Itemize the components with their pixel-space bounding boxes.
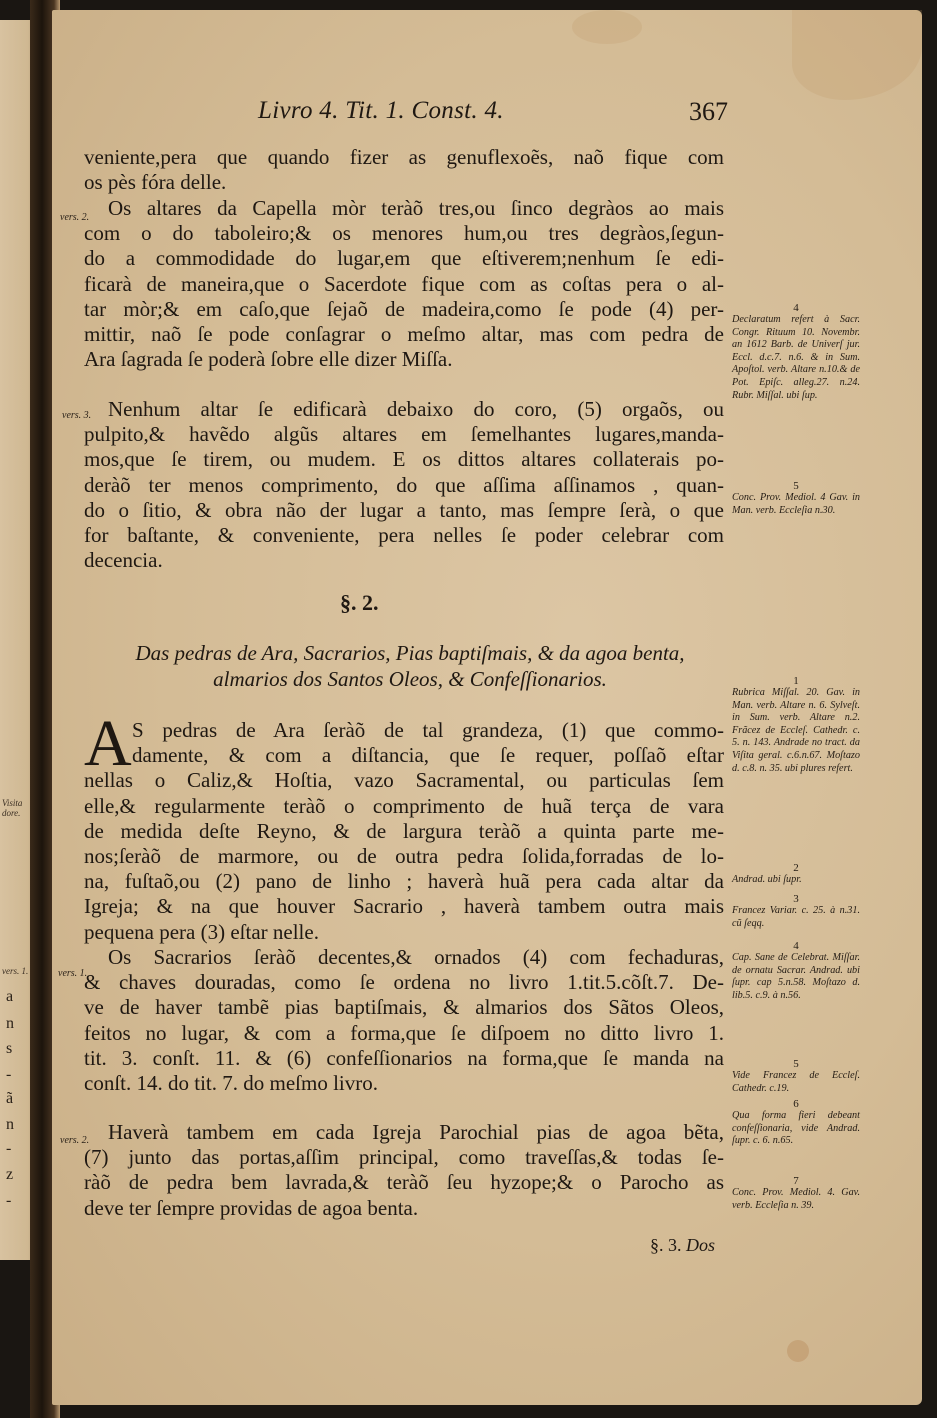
prev-line-ending: -: [6, 1192, 12, 1209]
note-text: Vide Francez de Eccleſ. Cathedr. c.19.: [732, 1070, 860, 1094]
text-line: nos;ſeràõ de marmore, ou de outra pedra ſolida,forradas de lo-: [84, 844, 724, 869]
catchword: [650, 1235, 715, 1256]
paragraph-verse-3: [84, 397, 724, 573]
text-line: nellas o Caliz,& Hoſtia, vazo Sacramental, ou particulas ſem: [84, 768, 724, 793]
text-line: do a commodidade do lugar,em que eſtiverem;nenhum ſe edi-: [84, 246, 724, 271]
prev-line-ending: s: [6, 1040, 13, 1057]
paragraph-verse-2: [84, 196, 724, 372]
margin-note: [732, 893, 860, 930]
text-line: tar mòr;& em caſo,que ſejaõ de madeira,como ſe pode (4) per-: [84, 296, 724, 321]
text-line: mos,que ſe tirem, ou mudem. E os dittos altares collaterais po-: [84, 447, 724, 472]
note-number: 2: [793, 862, 799, 874]
text-line: deve ter ſempre providas de agoa benta.: [84, 1195, 419, 1220]
paragraph-continued: [84, 145, 724, 195]
text-line: tit. 3. conſt. 11. & (6) confeſſionarios na forma,que ſe manda na: [84, 1045, 724, 1070]
section-title-line: Das pedras de Ara, Sacrarios, Pias baptiſmais, & da agoa benta,: [135, 641, 685, 665]
text-line: os pès fóra delle.: [84, 170, 227, 195]
prev-line-ending: a: [6, 988, 14, 1005]
text-line: veniente,pera que quando fizer as genuflexoẽs, naõ fique com: [84, 145, 724, 169]
prev-line-ending: ã: [6, 1090, 14, 1107]
note-text: Andrad. ubi ſupr.: [732, 874, 802, 885]
margin-note: [732, 480, 860, 517]
note-text: Conc. Prov. Mediol. 4 Gav. in Man. verb. Eccleſia n.30.: [732, 492, 860, 516]
text-line: de medida deſte Reyno, & de largura teràõ a quinta parte me-: [84, 818, 724, 843]
verse-mark: vers. 1.: [58, 968, 88, 979]
text-line: Os altares da Capella mòr teràõ tres,ou ſinco degràos ao mais: [108, 196, 724, 220]
margin-note: [732, 940, 860, 1002]
note-number: 1: [793, 675, 799, 687]
prev-page-verse-mark: vers. 1.: [2, 966, 29, 976]
catchword-section-mark: §. 3.: [650, 1235, 682, 1255]
margin-note: [732, 1058, 860, 1095]
prev-line-ending: z: [6, 1166, 14, 1183]
section-title-line: almarios dos Santos Oleos, & Confeſſionarios.: [213, 667, 607, 691]
note-number: 4: [793, 302, 799, 314]
text-line: ràõ de pedra bem lavrada,& teràõ ſeu hyzope;& o Parocho as: [84, 1170, 724, 1195]
text-line: Ara ſagrada ſe poderà ſobre elle dizer Miſſa.: [84, 347, 453, 372]
note-text: Conc. Prov. Mediol. 4. Gav. verb. Eccleſia n. 39.: [732, 1187, 860, 1211]
margin-note: [732, 302, 860, 402]
drop-cap: A: [84, 707, 132, 780]
text-line: do o ſitio, & obra não der lugar a tanto, mas ſempre ſerà, o que: [84, 497, 724, 522]
margin-note: [732, 1175, 860, 1212]
text-line: decencia.: [84, 548, 163, 573]
text-line: S pedras de Ara ſeràõ de tal grandeza, (1) que commo-: [132, 718, 724, 742]
text-line: conſt. 14. do tit. 7. do meſmo livro.: [84, 1071, 378, 1096]
note-number: 3: [793, 893, 799, 905]
text-line: com o do taboleiro;& os menores hum,ou tres degràos,ſegun-: [84, 221, 724, 246]
running-header: [258, 97, 728, 137]
verse-mark: vers. 2.: [60, 212, 90, 223]
prev-line-ending: -: [6, 1066, 12, 1083]
note-text: Declaratum refert à Sacr. Congr. Rituum 10. Novembr. an 1612 Barb. de Univerſ jur. Eccl. d.c.7. n.6. & in Sum. Apoſtol. verb. Altare n.10.& de Pot. Epiſc. alleg.27. n.24. Rubr. Miſſal. ubi ſup.: [732, 314, 860, 401]
prev-page-margin-note: [2, 798, 22, 818]
note-number: 5: [793, 1058, 799, 1070]
text-line: & chaves douradas, como ſe ordena no livro 1.tit.5.cõſt.7. De-: [84, 970, 724, 995]
ink-spot: [787, 1340, 809, 1362]
text-line: ficarà de maneira,que o Sacerdote fique com as coſtas pera o al-: [84, 271, 724, 296]
text-line: ve de haver tambẽ pias baptiſmais, & almarios dos Sãtos Oleos,: [84, 995, 724, 1020]
prev-margin-line: Visita: [2, 798, 23, 808]
text-line: feitos no lugar, & com a forma,que ſe diſpoem no ditto livro 1.: [84, 1020, 724, 1045]
prev-line-ending: -: [6, 1140, 12, 1157]
section-title: [80, 640, 740, 692]
note-text: Francez Variar. c. 25. à n.31. cũ ſeqq.: [732, 905, 860, 929]
note-text: Qua forma fieri debeant confeſſionaria, vide Andrad. ſupr. c. 6. n.65.: [732, 1110, 860, 1147]
text-line: (7) junto das portas,aſſim principal, como traveſſas,& todas ſe-: [84, 1145, 724, 1170]
text-line: pulpito,& havẽdo algũs altares em ſemelhantes lugares,manda-: [84, 422, 724, 447]
text-line: pequena pera (3) eſtar nelle.: [84, 919, 319, 944]
note-text: Cap. Sane de Celebrat. Miſſar. de ornatu Sacrar. Andrad. ubi ſupr. cap 5.n.58. Moſtazo d. lib.5. c.9. à n.56.: [732, 952, 860, 1001]
text-line: Igreja; & na que houver Sacrario , haverà tambem outra mais: [84, 894, 724, 919]
water-stain: [572, 10, 642, 44]
text-line: elle,& regularmente teràõ o comprimento de huã terça de vara: [84, 793, 724, 818]
prev-line-ending: n: [6, 1116, 14, 1133]
text-line: na, fuſtaõ,ou (2) pano de linho ; haverà huã pera cada altar da: [84, 869, 724, 894]
note-number: 6: [793, 1098, 799, 1110]
prev-line-ending: n: [6, 1015, 14, 1032]
text-line: Os Sacrarios ſeràõ decentes,& ornados (4) com fechaduras,: [108, 945, 724, 969]
prev-margin-line: dore.: [2, 808, 21, 818]
page-number: 367: [689, 97, 728, 126]
paragraph-verse-1: [84, 945, 724, 1096]
note-number: 7: [793, 1175, 799, 1187]
text-line: for baſtante, & conveniente, pera nelles ſe poder celebrar com: [84, 523, 724, 548]
text-line: Nenhum altar ſe edificarà debaixo do coro, (5) orgaõs, ou: [108, 397, 724, 421]
catchword-text: Dos: [686, 1235, 716, 1255]
text-line: deràõ ter menos comprimento, do que aſſima aſſinamos , quan-: [84, 472, 724, 497]
margin-note: [732, 1098, 860, 1148]
note-number: 4: [793, 940, 799, 952]
margin-note: [732, 675, 860, 775]
note-number: 5: [793, 480, 799, 492]
section-mark: §. 2.: [340, 590, 379, 615]
water-stain: [792, 10, 922, 100]
running-title: Livro 4. Tit. 1. Const. 4.: [258, 97, 504, 124]
paragraph-section-2-intro: [84, 718, 724, 945]
verse-mark: vers. 3.: [62, 410, 92, 421]
paragraph-verse-2b: [84, 1120, 724, 1221]
margin-note: [732, 862, 860, 887]
text-line: mittir, naõ ſe pode conſagrar o meſmo altar, mas com pedra de: [84, 322, 724, 347]
note-text: Rubrica Miſſal. 20. Gav. in Man. verb. Altare n. 6. Sylveſt. in Sum. verb. Altare n.2. Frãcez de Eccleſ. Cathedr. c. 5. n. 143. Andrade no tract. da Viſita geral. c.6.n.67. Moſtazo d. c.8. n. 35. ubi plures refert.: [732, 687, 860, 774]
verse-mark: vers. 2.: [60, 1135, 90, 1146]
text-line: damente, & com a diſtancia, que ſe requer, poſſaõ eſtar: [132, 743, 724, 768]
text-line: Haverà tambem em cada Igreja Parochial pias de agoa bẽta,: [108, 1120, 724, 1144]
